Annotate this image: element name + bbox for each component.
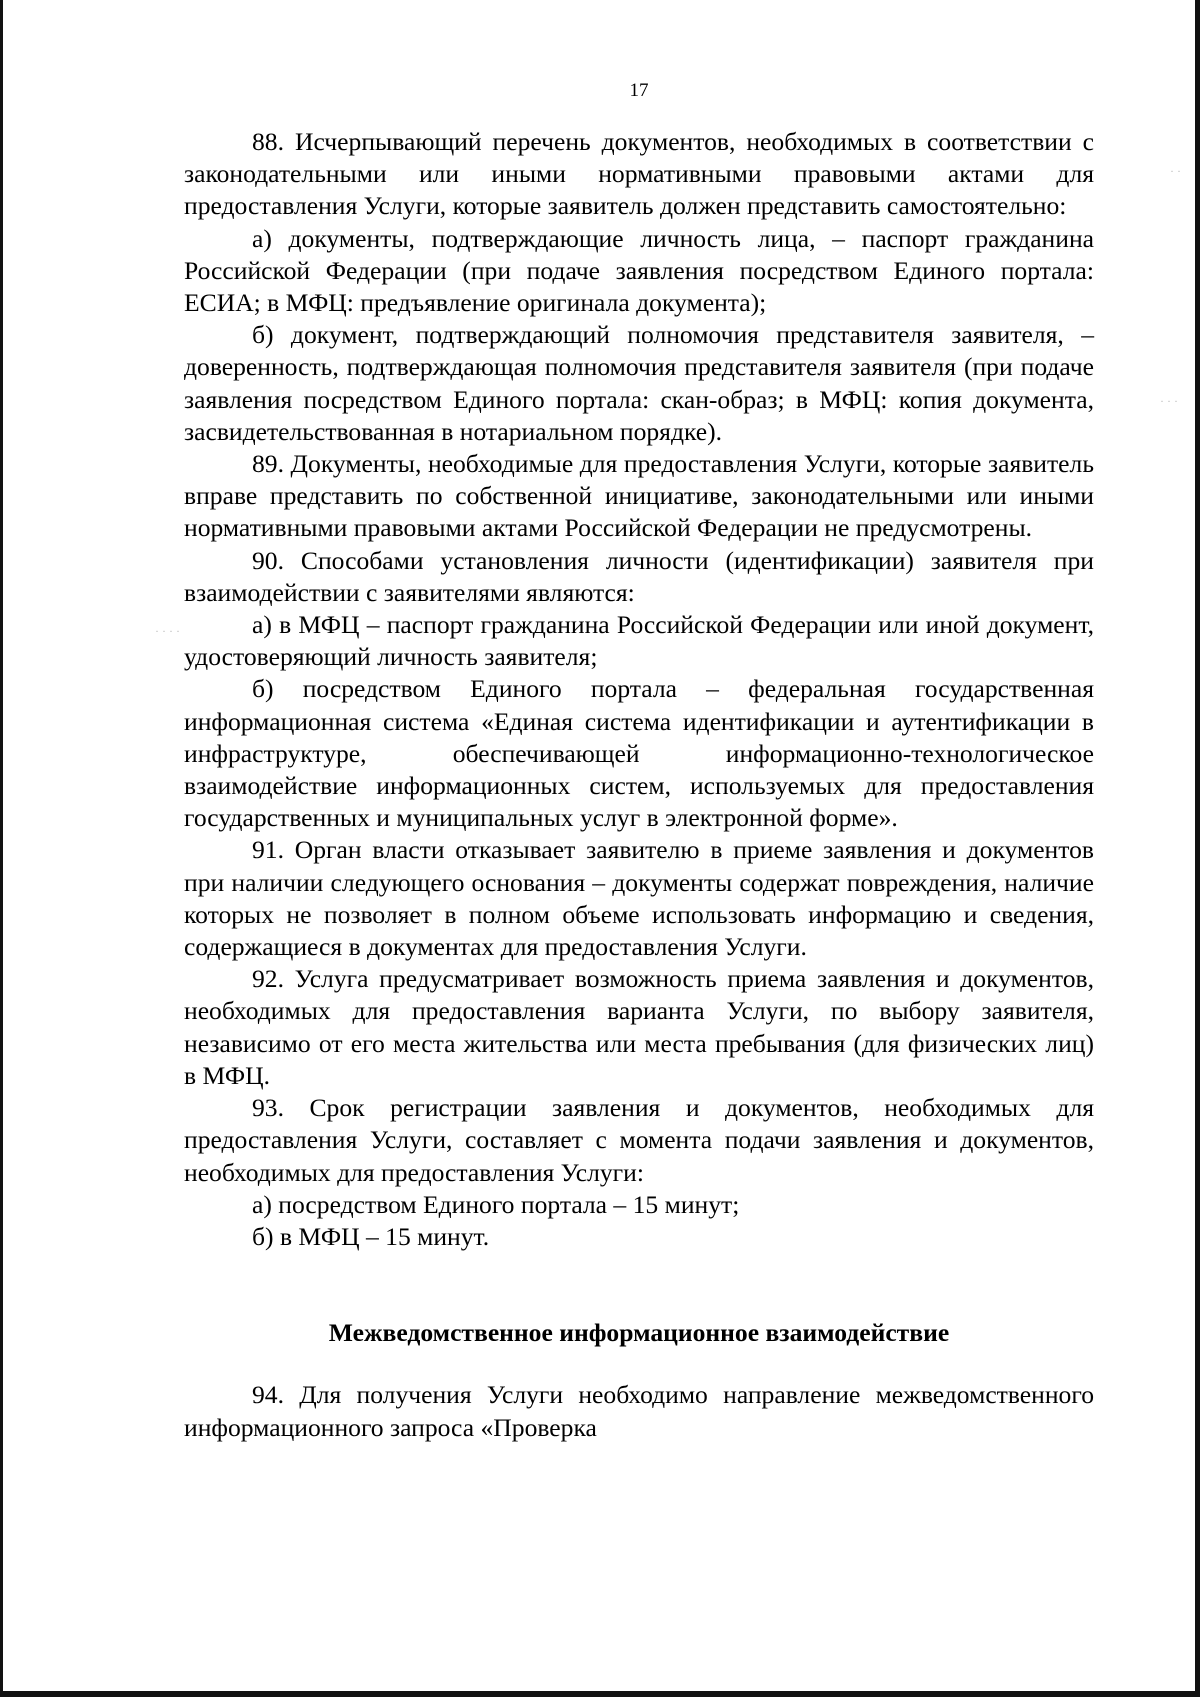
paragraph-88: 88. Исчерпывающий перечень документов, необходимых в соответствии с законодательными или иными нормативными правовыми актами для предоставления Услуги, которые заявитель должен представить самостоятельно: — [184, 127, 1094, 221]
scan-speck: · · · — [1160, 394, 1178, 408]
paragraph-92: 92. Услуга предусматривает возможность приема заявления и документов, необходимых для предоставления варианта Услуги, по выбору заявителя, независимо от его места жительства или места пребывания (для физических лиц) в МФЦ. — [184, 964, 1094, 1090]
paragraph-93a: а) посредством Единого портала – 15 минут; — [252, 1189, 740, 1219]
paragraph-90a: а) в МФЦ – паспорт гражданина Российской Федерации или иной документ, удостоверяющий личность заявителя; — [184, 610, 1094, 672]
paragraph-91: 91. Орган власти отказывает заявителю в приеме заявления и документов при наличии следующего основания – документы содержат повреждения, наличие которых не позволяет в полном объеме использовать информацию и сведения, содержащиеся в документах для предоставления Услуги. — [184, 835, 1094, 962]
paragraph-93b: б) в МФЦ – 15 минут. — [252, 1221, 490, 1251]
paragraph-88a: а) документы, подтверждающие личность лица, – паспорт гражданина Российской Федерации (при подаче заявления посредством Единого портала: ЕСИА; в МФЦ: предъявление оригинала документа); — [184, 223, 1094, 318]
paragraph-90: 90. Способами установления личности (идентификации) заявителя при взаимодействии с заявителями являются: — [184, 545, 1094, 607]
section-heading: Межведомственное информационное взаимодействие — [328, 1318, 950, 1348]
paragraph-88b: б) документ, подтверждающий полномочия представителя заявителя, – доверенность, подтверждающая полномочия представителя заявителя (при подаче заявления посредством Единого портала: скан-образ; в МФЦ: копия документа, засвидетельствованная в нотариальном порядке). — [184, 320, 1094, 446]
paragraph-90b: б) посредством Единого портала – федеральная государственная информационная система «Единая система идентификации и аутентификации в инфраструктуре, обеспечивающей информационно-технологическое взаимодействие информационных систем, используемых для предоставления государственных и муниципальных услуг в электронной форме». — [184, 674, 1094, 833]
document-body — [184, 126, 1094, 1444]
paragraph-93: 93. Срок регистрации заявления и документов, необходимых для предоставления Услуги, составляет с момента подачи заявления и документов, необходимых для предоставления Услуги: — [184, 1093, 1094, 1187]
scan-speck: · · — [1170, 164, 1181, 178]
page-number: 17 — [629, 80, 649, 101]
scan-speck: · · · · — [155, 624, 180, 638]
paragraph-94: 94. Для получения Услуги необходимо направление межведомственного информационного запроса «Проверка — [184, 1380, 1094, 1442]
paragraph-89: 89. Документы, необходимые для предоставления Услуги, которые заявитель вправе представить по собственной инициативе, законодательными или иными нормативными правовыми актами Российской Федерации не предусмотрены. — [184, 449, 1094, 543]
